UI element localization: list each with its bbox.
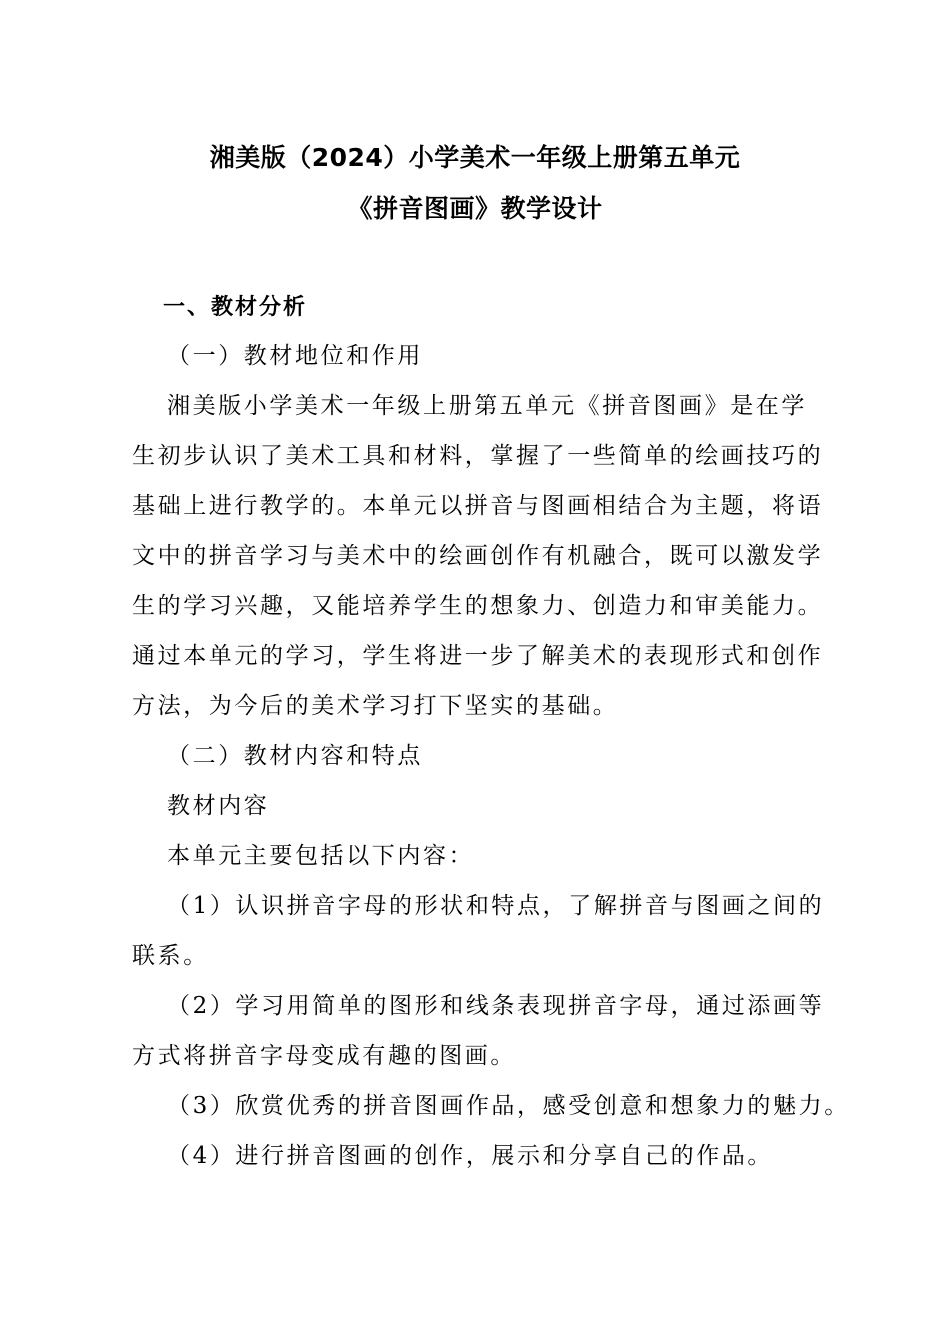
paragraph-line: 基础上进行教学的。本单元以拼音与图画相结合为主题，将语: [132, 493, 824, 519]
list-item-2: （2）学习用简单的图形和线条表现拼音字母，通过添画等: [167, 993, 825, 1019]
list-item-1-continued: 联系。: [132, 943, 209, 969]
content-intro: 本单元主要包括以下内容：: [167, 843, 475, 869]
label-textbook-content: 教材内容: [167, 793, 270, 819]
paragraph-line: 湘美版小学美术一年级上册第五单元《拼音图画》是在学: [167, 393, 807, 419]
paragraph-line: 方法，为今后的美术学习打下坚实的基础。: [132, 693, 619, 719]
paragraph-line: 生初步认识了美术工具和材料，掌握了一些简单的绘画技巧的: [132, 443, 824, 469]
subheading-content-and-features: （二）教材内容和特点: [167, 743, 423, 769]
subheading-status-and-role: （一）教材地位和作用: [167, 343, 423, 369]
paragraph-line: 通过本单元的学习，学生将进一步了解美术的表现形式和创作: [132, 643, 824, 669]
list-item-3: （3）欣赏优秀的拼音图画作品，感受创意和想象力的魅力。: [167, 1093, 850, 1119]
document-title-line-2: 《拼音图画》教学设计: [347, 194, 603, 223]
document-title-line-1: 湘美版（2024）小学美术一年级上册第五单元: [209, 143, 741, 172]
section-heading-textbook-analysis: 一、教材分析: [163, 295, 308, 320]
list-item-4: （4）进行拼音图画的创作，展示和分享自己的作品。: [167, 1143, 774, 1169]
paragraph-line: 文中的拼音学习与美术中的绘画创作有机融合，既可以激发学: [132, 543, 824, 569]
paragraph-line: 生的学习兴趣，又能培养学生的想象力、创造力和审美能力。: [132, 593, 824, 619]
list-item-1: （1）认识拼音字母的形状和特点，了解拼音与图画之间的: [167, 893, 825, 919]
list-item-2-continued: 方式将拼音字母变成有趣的图画。: [132, 1043, 516, 1069]
